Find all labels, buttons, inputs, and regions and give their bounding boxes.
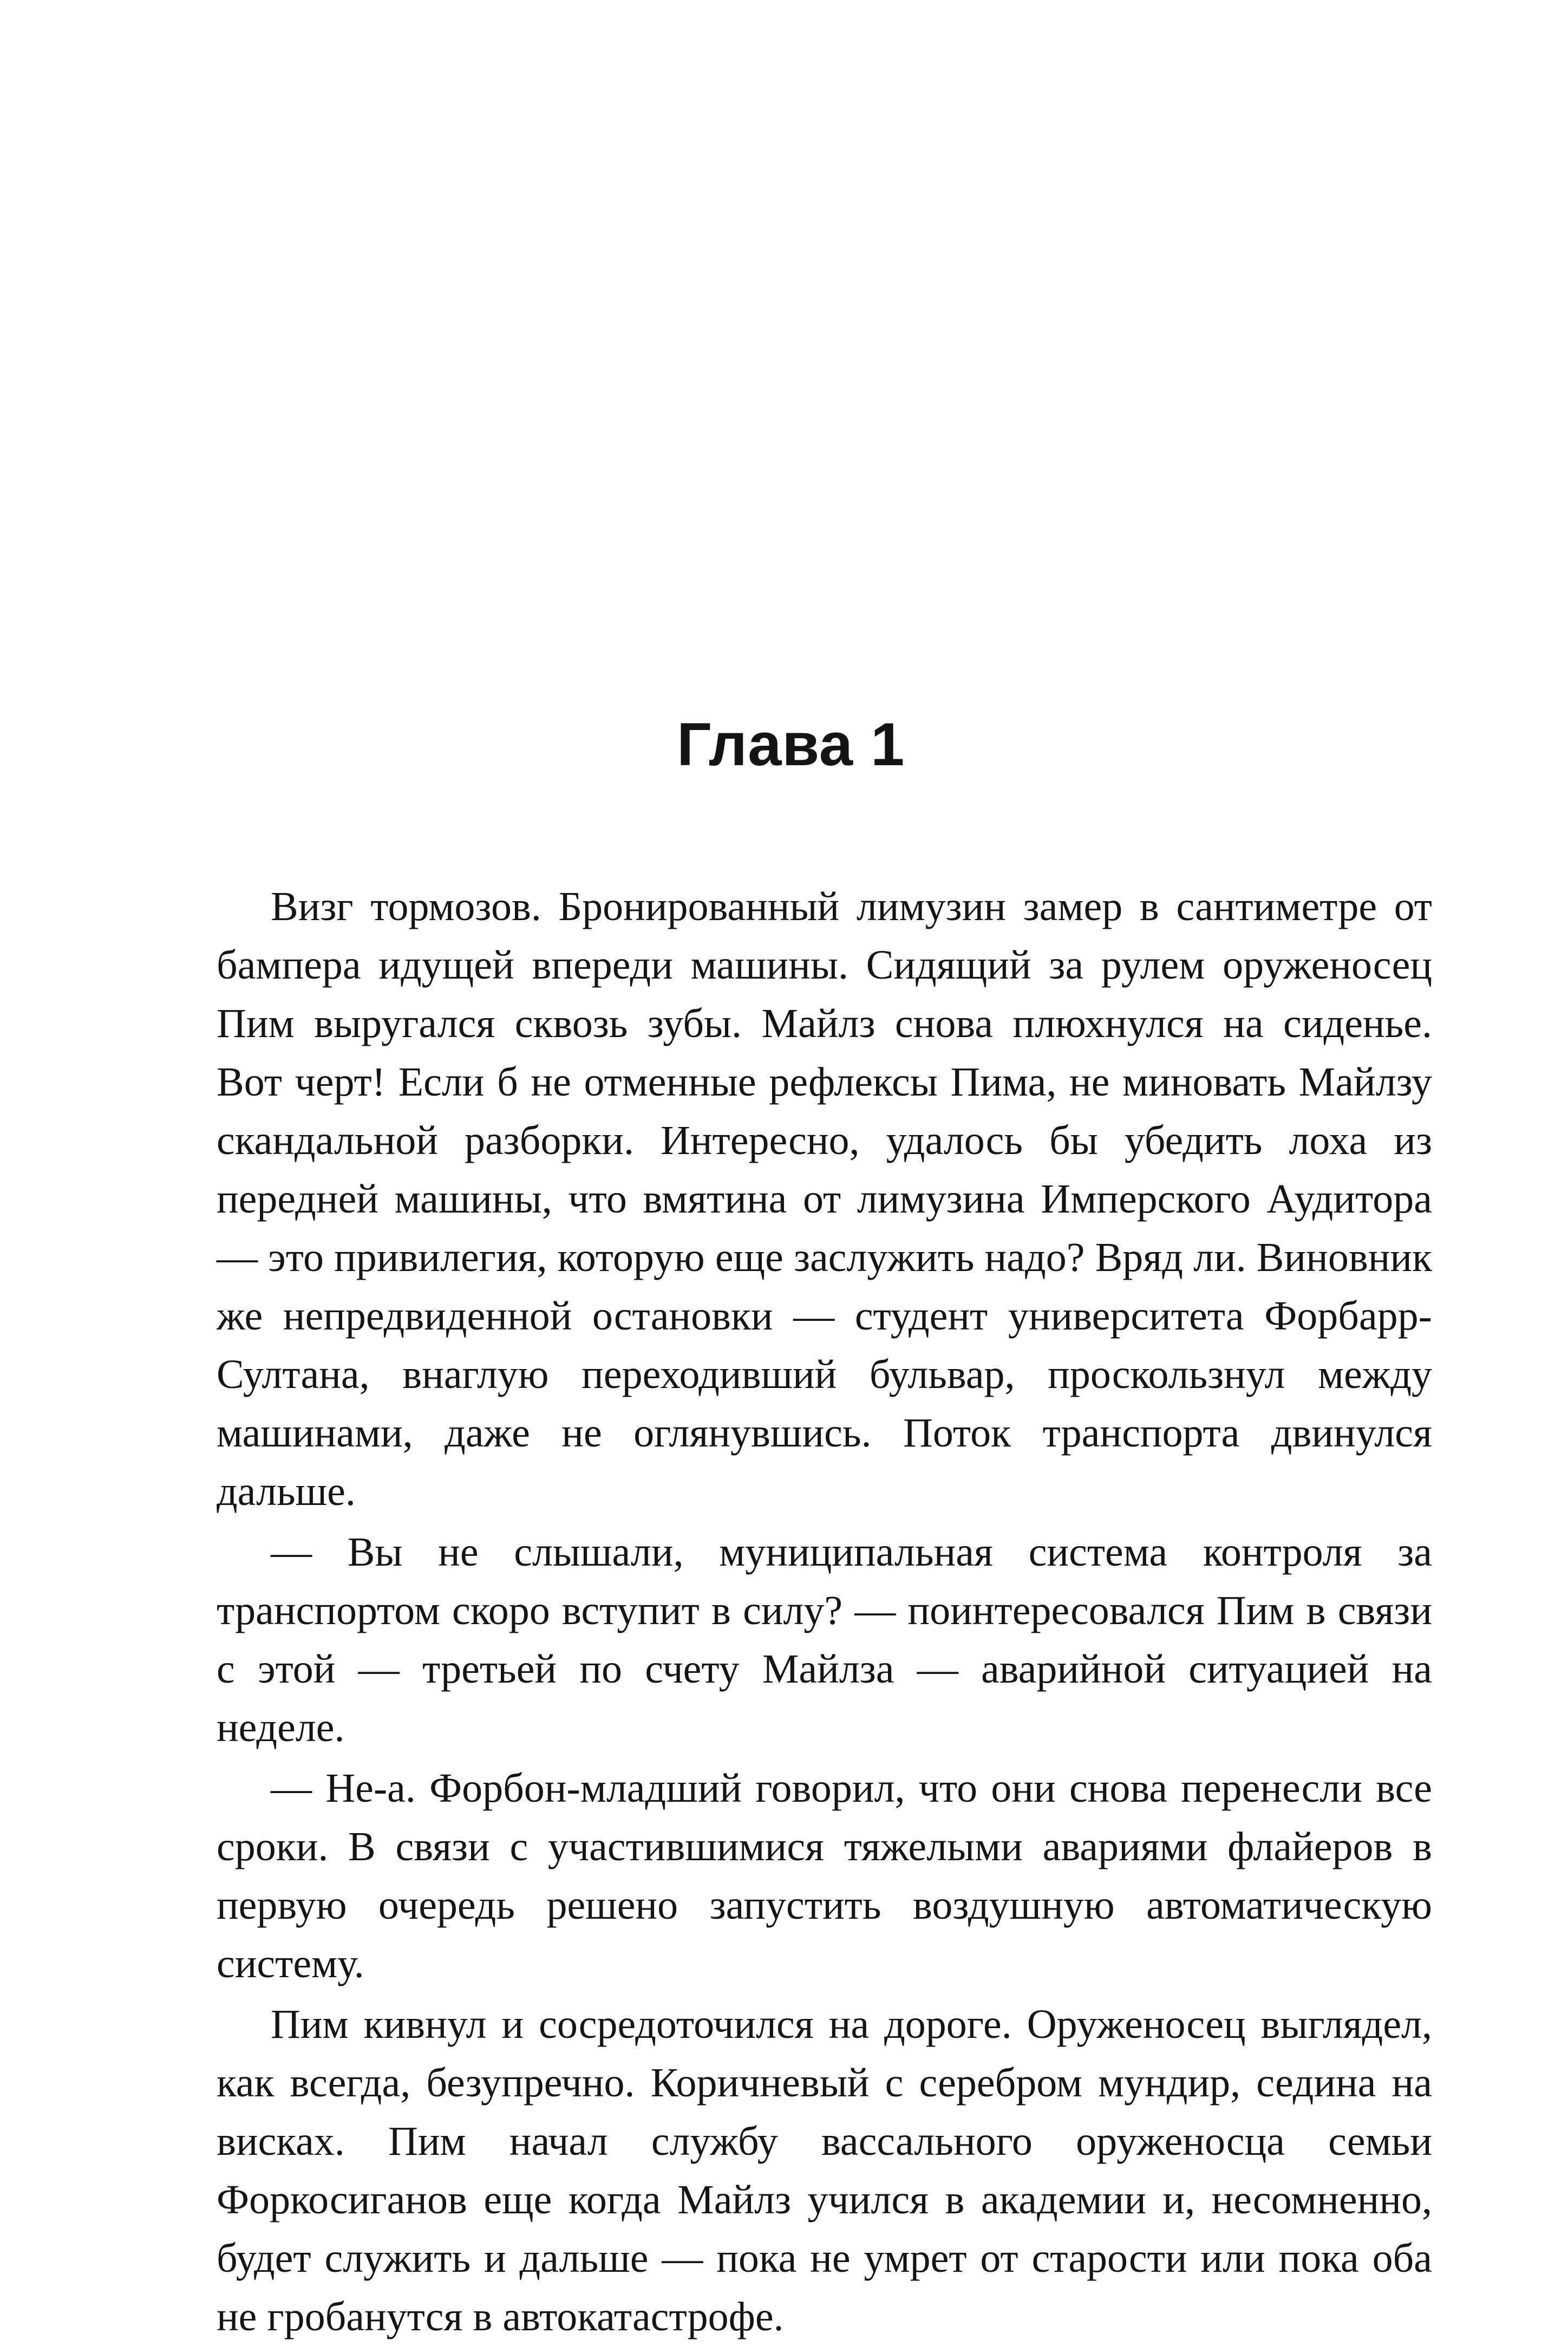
paragraph: — Вы не слышали, муниципальная система контроля за транспортом скоро вступит в силу? — поинтересовался Пим в связи с этой — третьей по счету Майлза — аварийной ситуацией на неделе. [217,1529,1432,1750]
paragraph: Визг тормозов. Бронированный лимузин замер в сантиметре от бампера идущей впереди машины. Сидящий за рулем оруженосец Пим выругался сквозь зубы. Майлз снова плюхнулся на сиденье. Вот черт! Если б не отменные рефлексы Пима, не миновать Майлзу скандальной разборки. Интересно, удалось бы убедить лоха из передней машины, что вмятина от лимузина Имперского Аудитора — это привилегия, которую еще заслужить надо? Вряд ли. Виновник же непредвиденной остановки — студент университета Форбарр-Султана, внаглую переходивший бульвар, проскользнул между машинами, даже не оглянувшись. Поток транспорта двинулся дальше. [217,884,1432,1514]
paragraph: — Не-а. Форбон-младший говорил, что они снова перенесли все сроки. В связи с участившимися тяжелыми авариями флайеров в первую очередь решено запустить воздушную автоматическую систему. [217,1765,1432,1986]
paragraph: Пим кивнул и сосредоточился на дороге. Оруженосец выглядел, как всегда, безупречно. Коричневый с серебром мундир, седина на висках. Пим начал службу вассального оруженосца семьи Форкосиганов еще когда Майлз учился в академии и, несомненно, будет служить и дальше — пока не умрет от старости или пока оба не гробанутся в автокатастрофе. [217,2002,1432,2340]
chapter-title: Глава 1 [677,711,905,778]
chapter-body [217,877,1432,2346]
